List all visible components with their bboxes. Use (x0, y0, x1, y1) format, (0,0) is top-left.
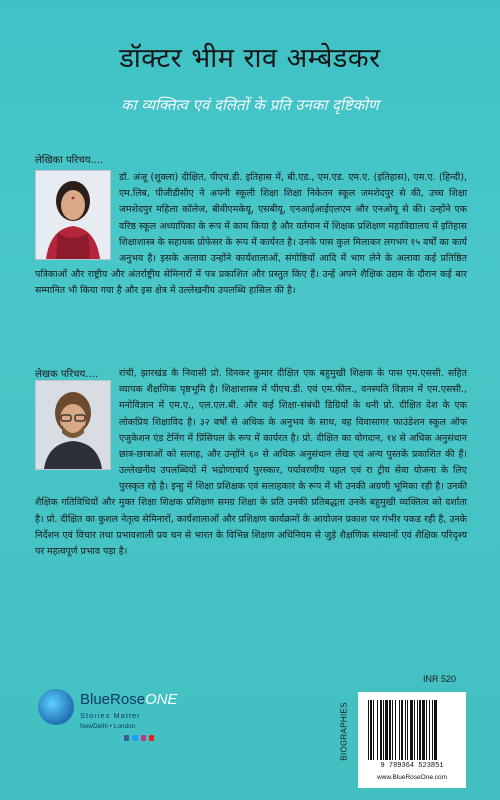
publisher-tagline: Stories Matter (80, 711, 141, 720)
barcode-bar (429, 700, 430, 760)
book-subtitle: का व्यक्तित्व एवं दलितों के प्रति उनका दृष्टिकोण (121, 96, 379, 114)
barcode-bar (383, 700, 384, 760)
barcode-bar (434, 700, 437, 760)
barcode-bar (426, 700, 427, 760)
barcode-bar (410, 700, 413, 760)
publisher-name-part1: BlueRose (80, 691, 146, 708)
social-icons (124, 735, 154, 741)
author1-photo-gap (35, 170, 113, 258)
barcode-bar (395, 700, 396, 760)
barcode-bar (377, 700, 378, 760)
publisher-logo-icon (38, 689, 74, 725)
barcode-bar (401, 700, 403, 760)
author1-label: लेखिका परिचय.... (35, 155, 104, 166)
twitter-icon (132, 735, 137, 741)
isbn-number: 9 789364 523851 (380, 762, 444, 770)
barcode-bar (414, 700, 415, 760)
barcode-bar (405, 700, 406, 760)
category-spine (336, 683, 350, 783)
barcode-bar (370, 700, 372, 760)
barcode-bar (385, 700, 388, 760)
author1-bio-text: डॉ. अंजू (शुक्ला) दीक्षित, पीएच.डी. इतिहास में, बी.एड., एम.एड. एम.ए. (इतिहास), एम.ए. (हिन्दी), एम.लिब, पीजीडीसीए ने अपनी स्कूली शिक्षा शिक्षा निकेतन स्कूल जमशेदपुर से की, उच्च शिक्षा जमशेदपुर महिला कॉलेज, बीवीएमकेयू, एसबीयू, एनआईआईएलएम और एनओयू से की। उन्होंने एक वरिष्ठ स्कूल अध्यापिका के रूप में काम किया है और वर्तमान में शिक्षक प्रशिक्षण महाविद्यालय में इतिहास शिक्षाशास्त्र के सहायक प्रोफेसर के रूप में कार्यरत है। उनके पास कुल मिलाकर लगभग १५ वर्षों का कार्य अनुभव है। इसके अलावा उन्होंने कार्यशालाओं, संगोष्ठियों आदि में भाग लेने के अलावा कई प्रतिष्ठित पत्रिकाओं और राष्ट्रीय और अंतर्राष्ट्रीय सेमिनारों में पत्र प्रकाशित और प्रस्तुत किए हैं। उन्हें अपने शैक्षिक उद्यम के दौरान कई बार सम्मानित भी किया गया है और इस क्षेत्र में उल्लेखनीय उपलब्धि हासिल की है। (35, 172, 467, 297)
publisher-name (80, 691, 178, 708)
book-title: डॉक्टर भीम राव अम्बेडकर (119, 43, 381, 74)
barcode-bar (373, 700, 374, 760)
barcode-bar (392, 700, 393, 760)
author2-bio-text: रांची, झारखंड के निवासी प्रो. दिनकर कुमार दीक्षित एक बहुमुखी शिक्षक के पास एम.एससी. सहित व्यापक शैक्षणिक पृष्ठभूमि है। शिक्षाशास्त्र में पीएच.डी. एवं एम.फील., वनस्पति विज्ञान में एम.एससी., मनोविज्ञान में एम.ए., एल.एल.बी. और कई शिक्षा-संबंधी डिग्रियों के धनी प्रो. दीक्षित देश के एक लोकप्रिय शिक्षाविद है। ३२ वर्षों से अधिक के अनुभव के साथ, वह विवासागर फाउंडेशन स्कूल ऑफ एजुकेशन एंड टेनिंग में प्रिंसिपल के रूप में कार्यरत है। प्रो. दीक्षित का योगदान, १४ से अधिक अनुसंधान छात्र-छात्राओं को सलाह, और उन्होंने ६० से अधिक अनुसंधान लेख एवं अन्य पुस्तकें प्रकाशित की हैं। उल्लेखनीय उपलब्धियों में भद्रोणाचार्य पुरस्कार, पर्यावरणीय पहल एवं रा ट्रीय सेवा योजना के लिए पुरस्कृत रहे है। इन्हु में शिक्षा प्रशिक्षक एवं सलाहकार के रूप में भी उनकी अग्रणी भूमिका रही है। उनकी शैक्षिक गतिविधियों और मुक्त शिक्षा शिक्षक प्रशिक्षण समग्र शिक्षा के प्रति उनकी प्रतिबद्धता उनके बहुमुखी व्यक्तित्व को दर्शाता है। प्रो. दीक्षित का कुशल नेतृत्व सेमिनारों, कार्यशालाओं और प्रशिक्षण कार्यक्रमों के आयोजन प्रकाश पर गंभीर पकड रही है, उनके निर्देशन एवं विचार तथा प्रभावशाली प्रव चन से भारत के विभिन्न शिक्षण अधिनियम से जुड़े शैक्षणिक संस्थानों एवं शैक्षिक परिदृश्य पर महत्वपूर्ण प्रभाव पड़ा है। (35, 368, 467, 557)
publisher-logo (38, 683, 188, 753)
author2-label: लेखक परिचय.... (35, 369, 99, 380)
facebook-icon (124, 735, 129, 741)
barcode-bar (368, 700, 369, 760)
category-label: BIOGRAPHIES (339, 702, 349, 761)
barcode-bar (419, 700, 421, 760)
barcode-bar (380, 700, 382, 760)
price-label: INR 520 (423, 674, 457, 684)
barcode-bar (422, 700, 425, 760)
barcode-bar (399, 700, 400, 760)
publisher-name-part2: ONE (145, 691, 178, 708)
author2-photo-gap (35, 378, 113, 480)
barcode-bar (417, 700, 418, 760)
barcode-icon (366, 700, 458, 762)
publisher-website: www.BlueRoseOne.com (376, 774, 448, 781)
publisher-locations: NewDelhi • London (80, 723, 136, 730)
barcode-bar (389, 700, 391, 760)
barcode-box (358, 692, 466, 788)
youtube-icon (149, 735, 154, 741)
instagram-icon (141, 735, 146, 741)
barcode-bar (432, 700, 433, 760)
barcode-bar (407, 700, 408, 760)
author2-bio (35, 366, 467, 560)
author1-bio (35, 170, 467, 299)
